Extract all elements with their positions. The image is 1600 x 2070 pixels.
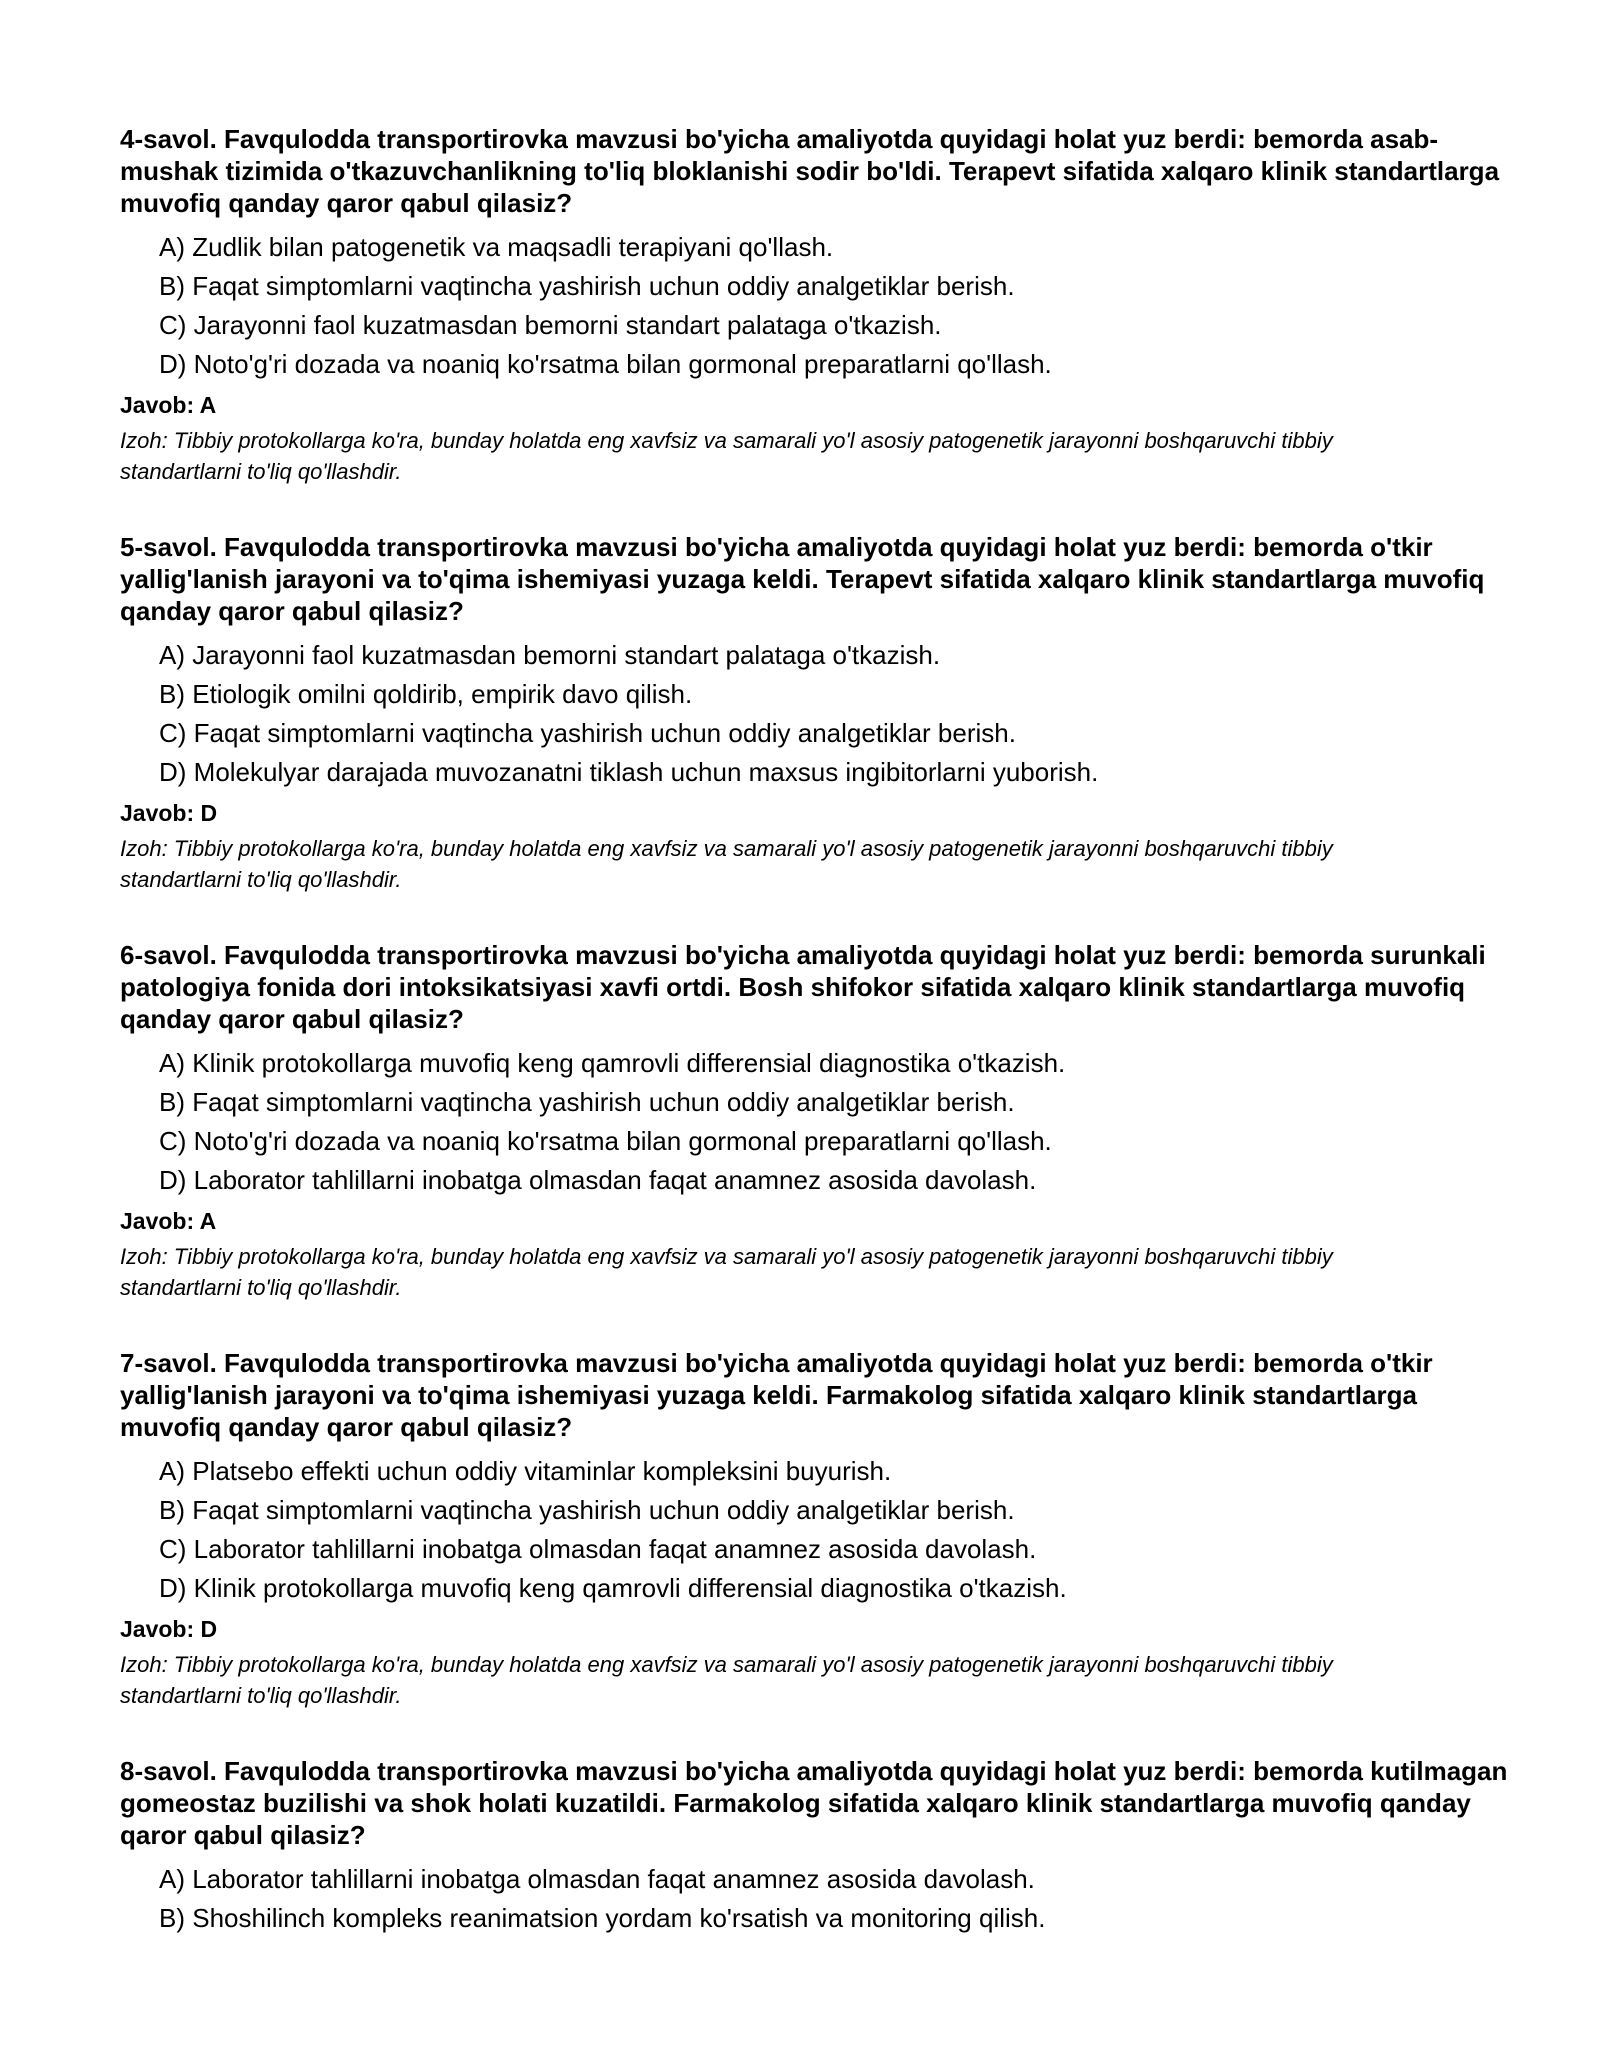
- option-d: D) Laborator tahlillarni inobatga olmasdan faqat anamnez asosida davolash.: [159, 1165, 1037, 1195]
- document-page: [120, 123, 1510, 1982]
- question-title: 7-savol. Favqulodda transportirovka mavzusi bo'yicha amaliyotda quyidagi holat yuz berdi: bemorda o'tkir yallig'lanish jarayoni va to'qima ishemiyasi yuzaga keldi. Farmakolog sifatida xalqaro klinik standartlarga muvofiq qanday qaror qabul qilasiz?: [120, 1348, 1433, 1442]
- question-title: 4-savol. Favqulodda transportirovka mavzusi bo'yicha amaliyotda quyidagi holat yuz berdi: bemorda asab-mushak tizimida o'tkazuvchanlikning to'liq bloklanishi sodir bo'ldi. Terapevt sifatida xalqaro klinik standartlarga muvofiq qanday qaror qabul qilasiz?: [120, 124, 1500, 218]
- option-b: B) Faqat simptomlarni vaqtincha yashirish uchun oddiy analgetiklar berish.: [159, 1495, 1015, 1525]
- option-a: A) Klinik protokollarga muvofiq keng qamrovli differensial diagnostika o'tkazish.: [159, 1048, 1066, 1078]
- question-block: [120, 531, 1510, 895]
- option-d: D) Molekulyar darajada muvozanatni tiklash uchun maxsus ingibitorlarni yuborish.: [159, 757, 1099, 787]
- question-block: [120, 1347, 1510, 1711]
- answer-label: Javob: A: [120, 1208, 217, 1234]
- answer-label: Javob: D: [120, 800, 218, 826]
- option-c: C) Laborator tahlillarni inobatga olmasdan faqat anamnez asosida davolash.: [159, 1534, 1037, 1564]
- answer-label: Javob: A: [120, 392, 217, 418]
- option-a: A) Platsebo effekti uchun oddiy vitaminlar kompleksini buyurish.: [159, 1456, 892, 1486]
- option-b: B) Faqat simptomlarni vaqtincha yashirish uchun oddiy analgetiklar berish.: [159, 271, 1015, 301]
- option-b: B) Shoshilinch kompleks reanimatsion yordam ko'rsatish va monitoring qilish.: [159, 1903, 1046, 1933]
- option-list: [120, 1860, 1510, 1938]
- option-list: [120, 1044, 1510, 1200]
- question-title: 6-savol. Favqulodda transportirovka mavzusi bo'yicha amaliyotda quyidagi holat yuz berdi: bemorda surunkali patologiya fonida dori intoksikatsiyasi xavfi ortdi. Bosh shifokor sifatida xalqaro klinik standartlarga muvofiq qanday qaror qabul qilasiz?: [120, 940, 1486, 1034]
- question-block: [120, 1755, 1510, 1938]
- explanation-note: Izoh: Tibbiy protokollarga ko'ra, bunday holatda eng xavfsiz va samarali yo'l asosiy patogenetik jarayonni boshqaruvchi tibbiy standartlarni to'liq qo'llashdir.: [120, 1244, 1333, 1300]
- question-title: 8-savol. Favqulodda transportirovka mavzusi bo'yicha amaliyotda quyidagi holat yuz berdi: bemorda kutilmagan gomeostaz buzilishi va shok holati kuzatildi. Farmakolog sifatida xalqaro klinik standartlarga muvofiq qanday qaror qabul qilasiz?: [120, 1756, 1508, 1850]
- option-c: C) Jarayonni faol kuzatmasdan bemorni standart palataga o'tkazish.: [159, 310, 942, 340]
- question-title: 5-savol. Favqulodda transportirovka mavzusi bo'yicha amaliyotda quyidagi holat yuz berdi: bemorda o'tkir yallig'lanish jarayoni va to'qima ishemiyasi yuzaga keldi. Terapevt sifatida xalqaro klinik standartlarga muvofiq qanday qaror qabul qilasiz?: [120, 532, 1485, 626]
- answer-label: Javob: D: [120, 1616, 218, 1642]
- explanation-note: Izoh: Tibbiy protokollarga ko'ra, bunday holatda eng xavfsiz va samarali yo'l asosiy patogenetik jarayonni boshqaruvchi tibbiy standartlarni to'liq qo'llashdir.: [120, 1652, 1333, 1708]
- option-d: D) Klinik protokollarga muvofiq keng qamrovli differensial diagnostika o'tkazish.: [159, 1573, 1067, 1603]
- option-list: [120, 636, 1510, 792]
- option-b: B) Faqat simptomlarni vaqtincha yashirish uchun oddiy analgetiklar berish.: [159, 1087, 1015, 1117]
- option-b: B) Etiologik omilni qoldirib, empirik davo qilish.: [159, 679, 693, 709]
- explanation-note: Izoh: Tibbiy protokollarga ko'ra, bunday holatda eng xavfsiz va samarali yo'l asosiy patogenetik jarayonni boshqaruvchi tibbiy standartlarni to'liq qo'llashdir.: [120, 836, 1333, 892]
- option-a: A) Zudlik bilan patogenetik va maqsadli terapiyani qo'llash.: [159, 232, 834, 262]
- question-block: [120, 939, 1510, 1303]
- option-a: A) Laborator tahlillarni inobatga olmasdan faqat anamnez asosida davolash.: [159, 1864, 1035, 1894]
- question-block: [120, 123, 1510, 487]
- option-d: D) Noto'g'ri dozada va noaniq ko'rsatma bilan gormonal preparatlarni qo'llash.: [159, 349, 1052, 379]
- option-c: C) Faqat simptomlarni vaqtincha yashirish uchun oddiy analgetiklar berish.: [159, 718, 1016, 748]
- option-a: A) Jarayonni faol kuzatmasdan bemorni standart palataga o'tkazish.: [159, 640, 941, 670]
- option-c: C) Noto'g'ri dozada va noaniq ko'rsatma bilan gormonal preparatlarni qo'llash.: [159, 1126, 1052, 1156]
- option-list: [120, 228, 1510, 384]
- explanation-note: Izoh: Tibbiy protokollarga ko'ra, bunday holatda eng xavfsiz va samarali yo'l asosiy patogenetik jarayonni boshqaruvchi tibbiy standartlarni to'liq qo'llashdir.: [120, 428, 1333, 484]
- option-list: [120, 1452, 1510, 1608]
